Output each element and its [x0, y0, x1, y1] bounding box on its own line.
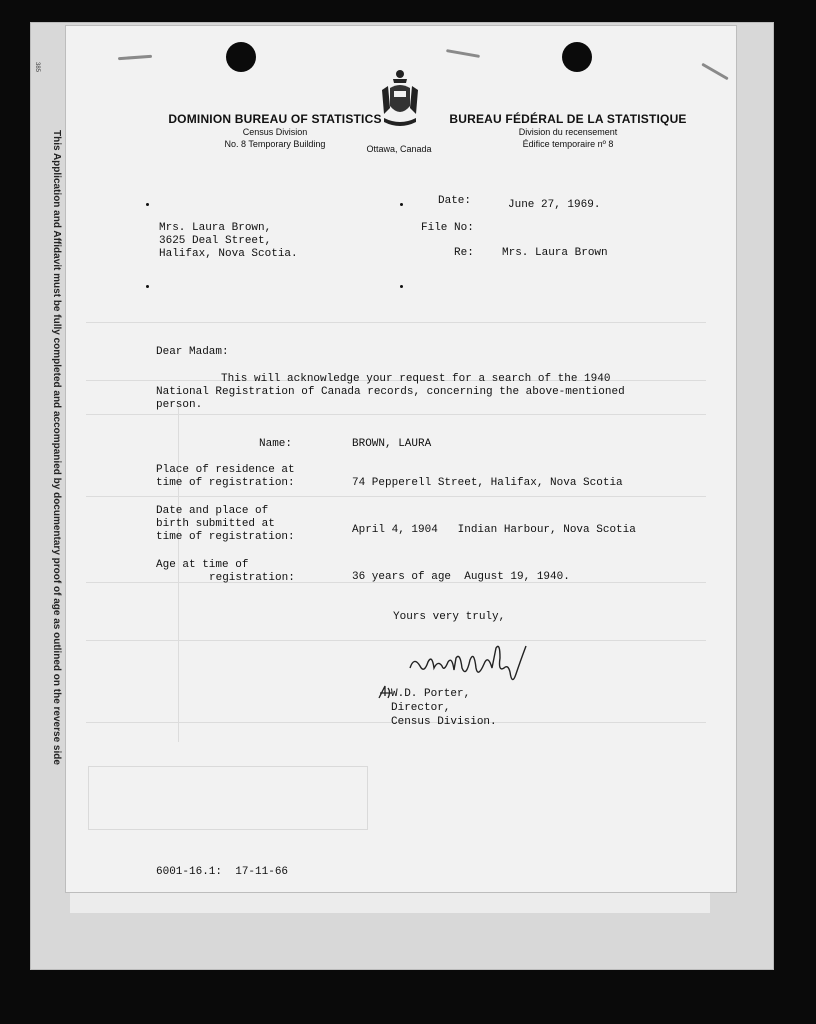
building-french: Édifice temporaire nº 8 [522, 139, 614, 149]
address-line: 3625 Deal Street, [159, 235, 272, 247]
date-value: June 27, 1969. [508, 199, 601, 211]
letter-sheet [66, 26, 736, 892]
address-line: Halifax, Nova Scotia. [159, 248, 298, 260]
underlying-form-edge [70, 890, 710, 913]
signatory-name: W.D. Porter, [391, 688, 471, 700]
margin-dot [146, 203, 149, 206]
file-number-label: File No: [421, 222, 474, 234]
division-english: Census Division [242, 127, 308, 137]
coat-of-arms-icon [376, 68, 424, 134]
form-page-number: 385 [34, 62, 40, 73]
show-through-form-lines [66, 26, 736, 892]
bureau-title-french: BUREAU FÉDÉRAL DE LA STATISTIQUE [449, 112, 687, 126]
date-label: Date: [438, 195, 472, 207]
bureau-title-english: DOMINION BUREAU OF STATISTICS [168, 112, 382, 126]
residence-label-line: Place of residence at [156, 464, 295, 476]
margin-dot [400, 285, 403, 288]
birth-label-line: time of registration: [156, 531, 295, 543]
birth-value: April 4, 1904 Indian Harbour, Nova Scotia [352, 524, 636, 536]
building-english: No. 8 Temporary Building [224, 139, 326, 149]
body-paragraph-line: National Registration of Canada records, concerning the above-mentioned [156, 386, 625, 398]
age-value: 36 years of age August 19, 1940. [352, 571, 570, 583]
division-french: Division du recensement [518, 127, 618, 137]
header-french [438, 112, 698, 150]
name-label: Name: [259, 438, 293, 450]
form-number: 6001-16.1: 17-11-66 [156, 866, 289, 878]
application-side-note: This Application and Affidavit must be fully completed and accompanied by documentary proof of age as outlined on the reverse side [51, 130, 62, 765]
margin-dot [146, 285, 149, 288]
signatory-division: Census Division. [391, 716, 497, 728]
age-label-line: registration: [209, 572, 295, 584]
age-label-line: Age at time of [156, 559, 249, 571]
margin-dot [400, 203, 403, 206]
re-value: Mrs. Laura Brown [502, 247, 608, 259]
birth-label-line: Date and place of [156, 505, 269, 517]
residence-value: 74 Pepperell Street, Halifax, Nova Scotia [352, 477, 623, 489]
re-label: Re: [454, 247, 474, 259]
punch-hole-left [226, 42, 256, 72]
name-value: BROWN, LAURA [352, 438, 432, 450]
punch-hole-right [562, 42, 592, 72]
signatory-title: Director, [391, 702, 451, 714]
city-label: Ottawa, Canada [366, 144, 432, 154]
salutation: Dear Madam: [156, 346, 229, 358]
address-line: Mrs. Laura Brown, [159, 222, 272, 234]
birth-label-line: birth submitted at [156, 518, 275, 530]
body-paragraph-line: This will acknowledge your request for a search of the 1940 [221, 373, 611, 385]
body-paragraph-line: person. [156, 399, 203, 411]
residence-label-line: time of registration: [156, 477, 295, 489]
closing: Yours very truly, [393, 611, 506, 623]
handwritten-signature [404, 638, 534, 690]
